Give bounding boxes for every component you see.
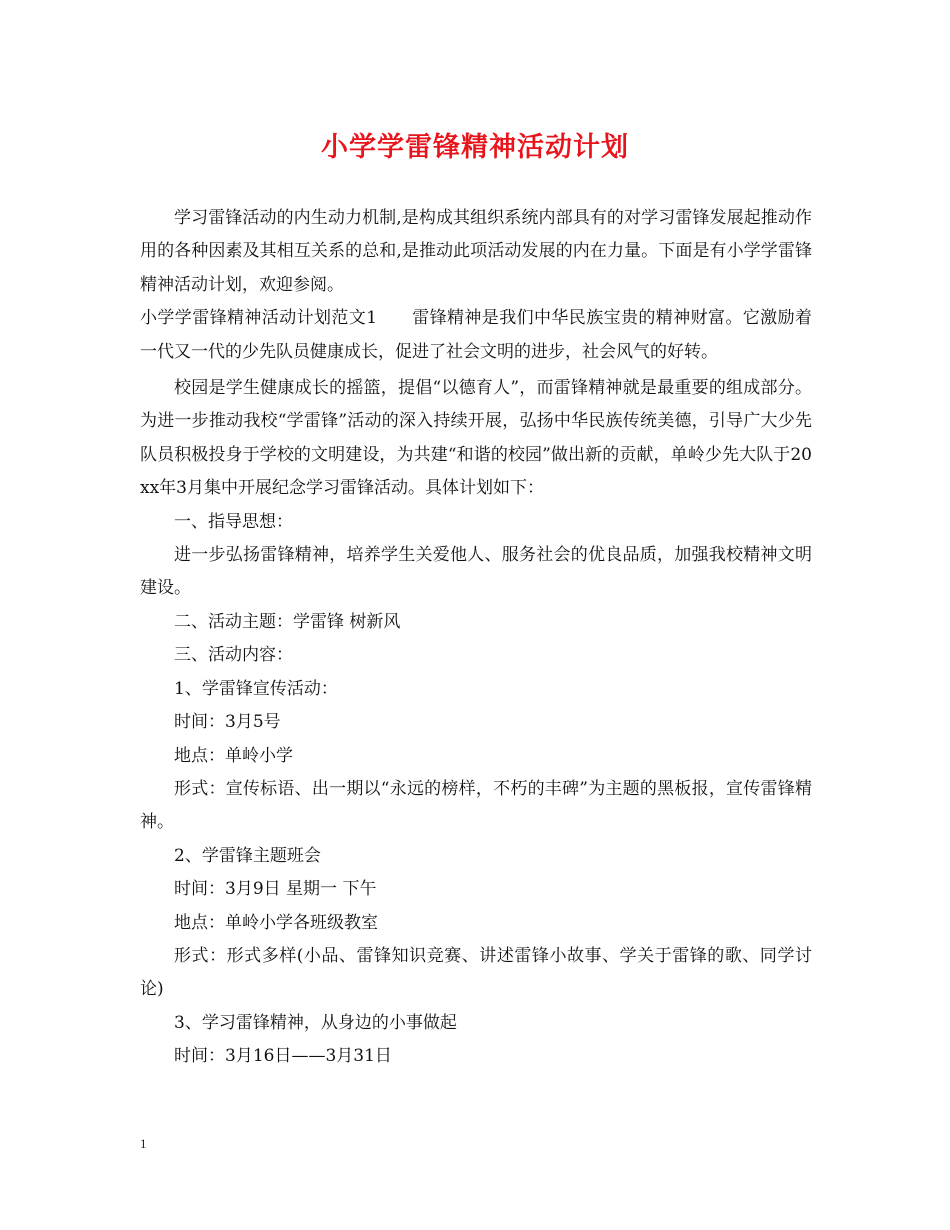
document-body — [140, 202, 812, 1074]
section-heading-theme: 二、活动主题：学雷锋 树新风 — [174, 611, 401, 632]
section-heading-content: 三、活动内容： — [174, 645, 293, 666]
activity-3-time: 时间：3月16日——3月31日 — [174, 1046, 392, 1067]
paragraph-guiding-idea: 进一步弘扬雷锋精神，培养学生关爱他人、服务社会的优良品质，加强我校精神文明建设。 — [140, 545, 812, 599]
activity-2-heading: 2、学雷锋主题班会 — [174, 845, 321, 866]
activity-2-time: 时间：3月9日 星期一 下午 — [174, 879, 377, 900]
activity-1-time: 时间：3月5号 — [174, 712, 281, 733]
activity-2-place: 地点：单岭小学各班级教室 — [174, 912, 378, 933]
section-heading-guiding-idea: 一、指导思想： — [174, 511, 293, 532]
activity-1-form: 形式：宣传标语、出一期以“永远的榜样，不朽的丰碑”为主题的黑板报，宣传雷锋精神。 — [140, 778, 812, 833]
paragraph-intro: 学习雷锋活动的内生动力机制,是构成其组织系统内部具有的对学习雷锋发展起推动作用的各种因素及其相互关系的总和,是推动此项活动发展的内在力量。下面是有小学学雷锋精神活动计划，欢迎参阅。 — [140, 208, 812, 295]
page-number: 1 — [140, 1136, 147, 1151]
activity-1-place: 地点：单岭小学 — [174, 745, 293, 766]
activity-2-form: 形式：形式多样(小品、雷锋知识竞赛、讲述雷锋小故事、学关于雷锋的歌、同学讨论) — [140, 945, 812, 1000]
document-title: 小学学雷锋精神活动计划 — [321, 132, 629, 163]
paragraph-campus: 校园是学生健康成长的摇篮，提倡“以德育人”，而雷锋精神就是最重要的组成部分。为进一步推动我校“学雷锋”活动的深入持续开展，弘扬中华民族传统美德，引导广大少先队员积极投身于学校的文明建设，为共建“和谐的校园”做出新的贡献，单岭少先大队于20xx年3月集中开展纪念学习雷锋活动。具体计划如下： — [140, 378, 812, 499]
activity-1-heading: 1、学雷锋宣传活动： — [174, 678, 338, 699]
paragraph-sample-heading: 小学学雷锋精神活动计划范文1 雷锋精神是我们中华民族宝贵的精神财富。它激励着一代又一代的少先队员健康成长，促进了社会文明的进步，社会风气的好转。 — [140, 308, 812, 362]
activity-3-heading: 3、学习雷锋精神，从身边的小事做起 — [174, 1012, 457, 1033]
